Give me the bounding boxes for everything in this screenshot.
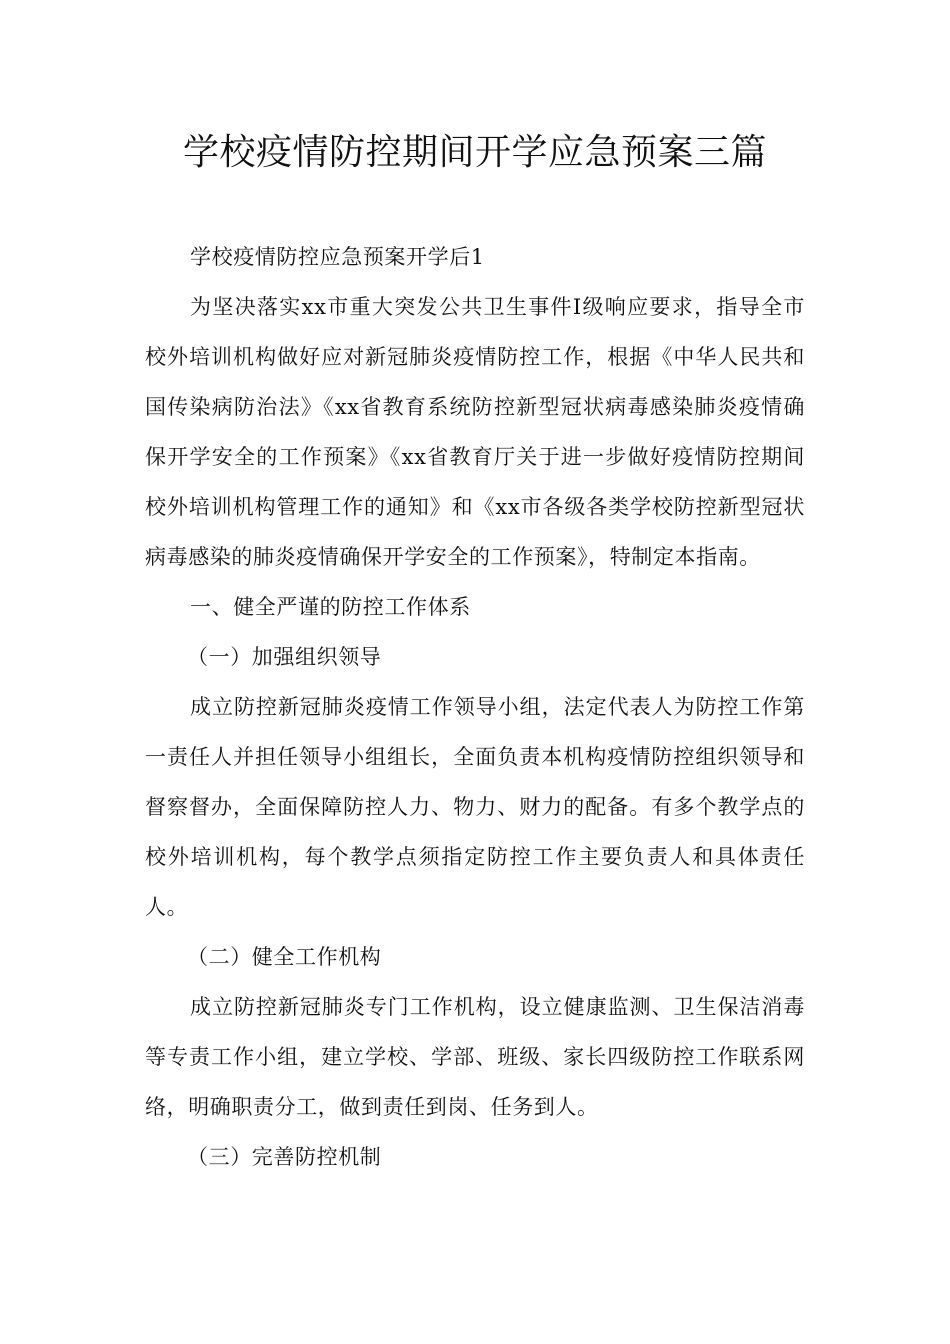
section-heading-1: 一、健全严谨的防控工作体系 [190, 595, 471, 619]
intro-paragraph: 为坚决落实xx市重大突发公共卫生事件Ⅰ级响应要求，指导全市校外培训机构做好应对新冠肺炎疫情防控工作，根据《中华人民共和国传染病防治法》《xx省教育系统防控新型冠状病毒感染肺炎疫情确保开学安全的工作预案》《xx省教育厅关于进一步做好疫情防控期间校外培训机构管理工作的通知》和《xx市各级各类学校防控新型冠状病毒感染的肺炎疫情确保开学安全的工作预案》，特制定本指南。 [145, 295, 805, 569]
document-body [145, 232, 805, 1182]
paragraph-organization: 成立防控新冠肺炎疫情工作领导小组，法定代表人为防控工作第一责任人并担任领导小组组长，全面负责本机构疫情防控组织领导和督察督办，全面保障防控人力、物力、财力的配备。有多个教学点的校外培训机构，每个教学点须指定防控工作主要负责人和具体责任人。 [145, 695, 805, 919]
subsection-heading-1: （一）加强组织领导 [187, 645, 382, 669]
subsection-heading-3: （三）完善防控机制 [187, 1145, 382, 1169]
subsection-heading-2: （二）健全工作机构 [187, 945, 382, 969]
document-title: 学校疫情防控期间开学应急预案三篇 [182, 132, 767, 173]
section-heading-plan: 学校疫情防控应急预案开学后1 [190, 245, 485, 269]
paragraph-institutions: 成立防控新冠肺炎专门工作机构，设立健康监测、卫生保洁消毒等专责工作小组，建立学校、学部、班级、家长四级防控工作联系网络，明确职责分工，做到责任到岗、任务到人。 [145, 995, 805, 1119]
